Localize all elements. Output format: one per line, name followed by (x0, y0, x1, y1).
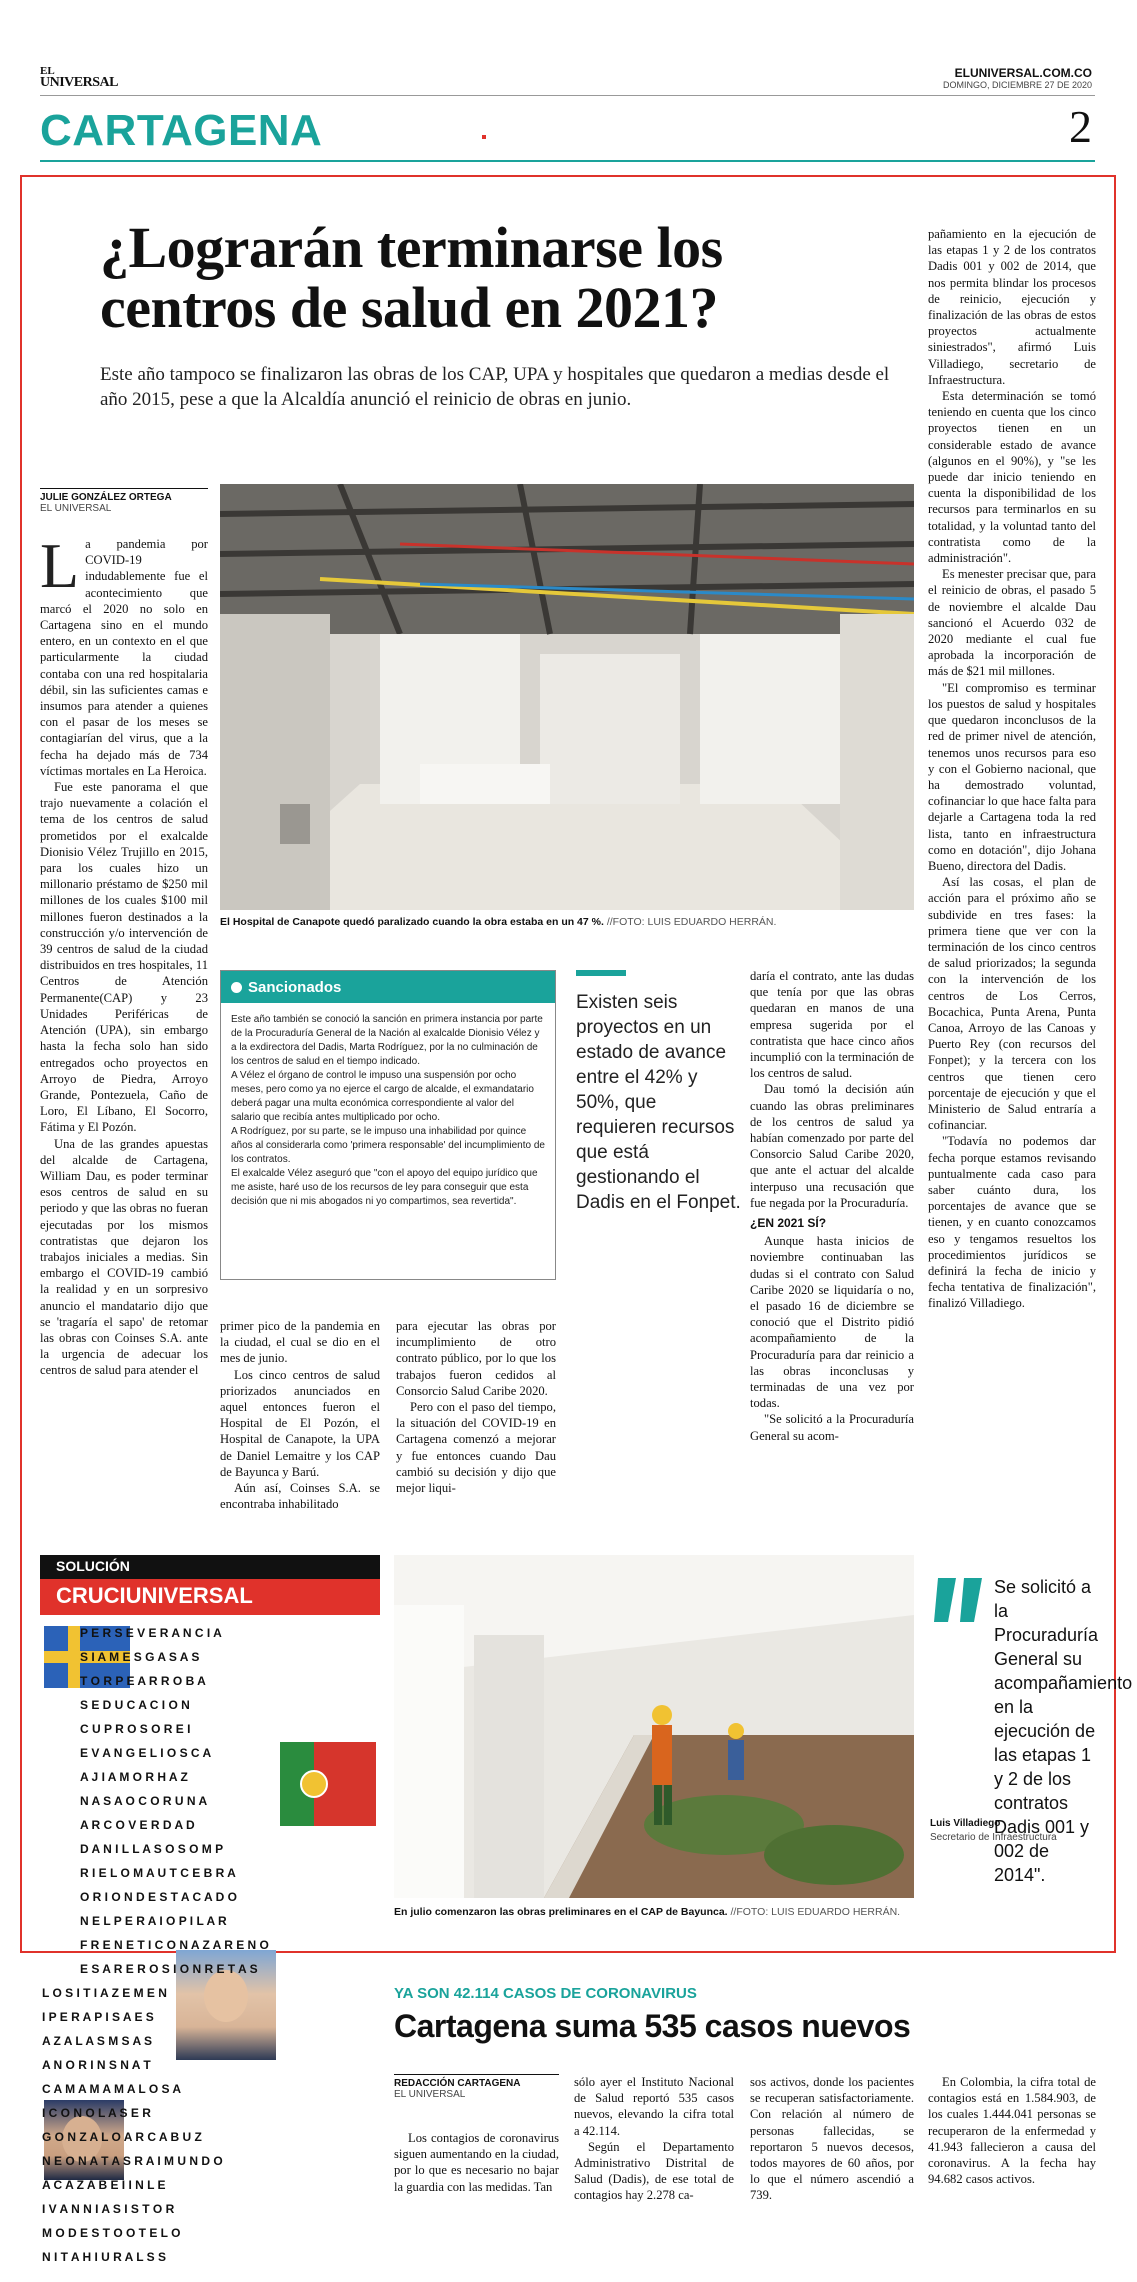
crossword-row: I P E R A P I S A E S (42, 2010, 154, 2024)
bottom-column-2: sólo ayer el Instituto Nacional de Salud reportó 535 casos nuevos, elevando la cifra total a 42.114. Según el Departamento Administrativo Distrital de Salud (Dadis), de ese total de contagios hay 2.278 ca- (574, 2075, 734, 2203)
hospital-interior-image (220, 484, 914, 910)
quote2-name: Luis Villadiego (930, 1818, 1001, 1829)
crossword-row: C U P R O S O R E I (80, 1722, 191, 1736)
quote2: Se solicitó a la Procuraduría General su acompañamiento en la ejecución de las etapas 1 y 2 de los contratos Dadis 001 y 002 de 2014". (994, 1577, 1133, 1885)
crossword-row: P E R S E V E R A N C I A (80, 1626, 222, 1640)
byline: JULIE GONZÁLEZ ORTEGA EL UNIVERSAL (40, 488, 208, 514)
crossword-row: A J I A M O R H A Z (80, 1770, 188, 1784)
masthead-rule (40, 95, 1095, 96)
crossword-row: A N O R I N S N A T (42, 2058, 151, 2072)
page-date: DOMINGO, DICIEMBRE 27 DE 2020 (942, 80, 1092, 90)
crossword-grid (40, 1620, 380, 2280)
crossword-row: O R I O N D E S T A C A D O (80, 1890, 237, 1904)
masthead (0, 0, 1137, 160)
hospital-photo (220, 484, 914, 910)
bullet-icon (231, 982, 242, 993)
red-dot (482, 135, 486, 139)
crossword-row: N A S A O C O R U N A (80, 1794, 208, 1808)
pullquote: Existen seis proyectos en un estado de avance entre el 42% y 50%, que requieren recursos que está gestionando el Dadis en el Fonpet. (576, 992, 741, 1213)
article-column-4: daría el contrato, ante las dudas que tenía por que las obras quedaran en manos de una empresa sugerida por el contratista que hace cinco años incumplió con la terminación de los centros de salud. Dau tomó la decisión aún cuando las obras preliminares de los centros de salud ya habían comenzado por parte del Consorcio Salud Caribe 2020, que ante el actuar del alcalde interpuso una recusación que fue negada por la Procuraduría. ¿EN 2021 SÍ? Aunque hasta inicios de noviembre continuaban las dudas si el contrato con Salud Caribe 2020 se liquidaría o no, el pasado 16 de diciembre se conoció que el Distrito pidió acompañamiento de la Procuraduría para dar reinicio a las obras inconclusas y terminadas de una vez por todas. "Se solicitó a la Procuraduría General su acom- (750, 969, 914, 1443)
portugal-flag-icon (280, 1742, 376, 1826)
bottom-byline: REDACCIÓN CARTAGENA EL UNIVERSAL (394, 2074, 559, 2100)
crossword-row: I C O N O L A S E R (42, 2106, 151, 2120)
crossword-row: A R C O V E R D A D (80, 1818, 195, 1832)
article-column-5: pañamiento en la ejecución de las etapas 1 y 2 de los contratos Dadis 001 y 002 de 2014, que nos permita blindar los procesos de reinicio, ejecución y finalización de las obras de estos proyectos actualmente siniestrados", afirmó Luis Villadiego, secretario de Infraestructura. Esta determinación se tomó teniendo en cuenta que los cinco proyectos tienen en un considerable estado de avance (algunos en el 90%), y "se les puede dar inicio teniendo en cuenta la disponibilidad de los recursos para terminarlos en su totalidad, y la voluntad tanto del contratista como de la administración". Es menester precisar que, para el reinicio de obras, el pasado 5 de noviembre el alcalde Dau sancionó el Acuerdo 032 de 2020 mediante el cual fue aprobada la incorporación de más de $21 mil millones. "El compromiso es terminar los puestos de salud y hospitales que quedaron inconclusos de la red de primer nivel de atención, tenemos unos recursos para eso y con el Gobierno nacional, que ha demostrado voluntad, cofinanciar lo que hace falta para dejarle a Cartagena toda la red lista, tanto en infraestructura como en dotación", dijo Johana Bueno, directora del Dadis. Así las cosas, el plan de acción para el próximo año se subdivide en tres fases: la primera tiene que ver con la terminación de los cinco centros de salud priorizados; la segunda con la intervención de los centros de Los Cerros, Bocachica, Punta Arena, Punta Canoa, Arroyo de las Canoas y Puerto Rey (con recursos del Fonpet); y la tercera con los centros que tienen cero porcentaje de ejecución y que el Ministerio de Salud entraría a cofinanciar. "Todavía no podemos dar fecha porque estamos revisando puntualmente cada caso para saber cuánto dura, los porcentajes de avance que se tienen, y en cuanto conozcamos eso y tengamos resueltos los procedimientos jurídicos se definirá la fecha de inicio y fecha tentativa de finalización", finalizó Villadiego. (928, 227, 1096, 1311)
crossword-row: M O D E S T O O T E L O (42, 2226, 181, 2240)
deck: Este año tampoco se finalizaron las obras de los CAP, UPA y hospitales que quedaron a medias desde el año 2015, pese a que la Alcaldía anunció el reinicio de obras en junio. (100, 364, 890, 410)
quote2-role: Secretario de Infraestructura (930, 1832, 1057, 1843)
sidebar-body: Este año también se conoció la sanción en primera instancia por parte de la Procuraduría General de la Nación al exalcalde Dionisio Vélez y a la exdirectora del Dadis, Marta Rodríguez, por la no culminación de los centros de salud en el tiempo indicado. A Vélez el órgano de control le impuso una suspensión por ocho meses, pero como ya no ejerce el cargo de alcalde, el exmandatario deberá pagar una multa económica correspondiente al valor del salario que recibía antes multiplicado por ocho. A Rodríguez, por su parte, se le impuso una inhabilidad por quince años al considerarla como 'primera responsable' del incumplimiento de los contratos. El exalcalde Vélez aseguró que "con el apoyo del equipo jurídico que me asiste, haré uso de los recursos de ley para conseguir que esta decisión que ni mis abogados ni yo compartimos, sea revertida". (231, 1014, 545, 1207)
sidebar-sancionados (220, 970, 556, 1280)
bottom-headline: Cartagena suma 535 casos nuevos (394, 2008, 911, 2044)
pullquote-rule (576, 970, 626, 976)
crossword-row: A Z A L A S M S A S (42, 2034, 153, 2048)
bottom-column-1: Los contagios de coronavirus siguen aumentando en la ciudad, por lo que es necesario no bajar la guardia con las medidas. Tan (394, 2131, 559, 2194)
crossword-row: T O R P E A R R O B A (80, 1674, 206, 1688)
headline: ¿Lograrán terminarse los centros de salud en 2021? (100, 215, 723, 340)
crossword-row: C A M A M A M A L O S A (42, 2082, 182, 2096)
crossword-row: E V A N G E L I O S C A (80, 1746, 212, 1760)
bayunca-photo (394, 1555, 914, 1898)
photo2-caption: En julio comenzaron las obras preliminares en el CAP de Bayunca. //FOTO: LUIS EDUARDO HERRÁN. (394, 1906, 901, 1918)
crossword-row: F R E N E T I C O N A Z A R E N O (80, 1938, 269, 1952)
crossword-row: A C A Z A B E I I N L E (42, 2178, 166, 2192)
crossword-row: S I A M E S G A S A S (80, 1650, 200, 1664)
construction-workers-image (394, 1555, 914, 1898)
bottom-column-4: En Colombia, la cifra total de contagios está en 1.584.903, de los cuales 1.444.041 personas se recuperaron de la enfermedad y 41.943 fallecieron a causa del coronavirus. A la fecha hay 94.682 casos activos. (928, 2075, 1096, 2187)
crossword-row: N E L P E R A I O P I L A R (80, 1914, 227, 1928)
quote-mark-icon (930, 1570, 990, 1630)
section-rule (40, 160, 1095, 162)
section-title: CARTAGENA (40, 106, 323, 155)
subhead: ¿EN 2021 SÍ? (750, 1216, 827, 1231)
crossword-label-small: SOLUCIÓN (40, 1555, 380, 1579)
sidebar-header: Sancionados (221, 971, 555, 1003)
article-column-2: primer pico de la pandemia en la ciudad, el cual se dio en el mes de junio. Los cinco centros de salud priorizados anunciados en aquel entonces fueron el Hospital de El Pozón, el Hospital de Canapote, la UPA de Daniel Lemaitre y los CAP de Bayunca y Barú. Aún así, Coinses S.A. se encontraba inhabilitado (220, 1319, 380, 1512)
crossword-row: D A N I L L A S O S O M P (80, 1842, 224, 1856)
crossword-row: R I E L O M A U T C E B R A (80, 1866, 236, 1880)
logo: EL UNIVERSAL (40, 65, 118, 90)
photo-caption: El Hospital de Canapote quedó paralizado cuando la obra estaba en un 47 %. //FOTO: LUIS EDUARDO HERRÁN. (220, 916, 777, 928)
article-column-3: para ejecutar las obras por incumplimiento de otro contrato público, por lo que los trabajos fueron cedidos al Consorcio Salud Caribe 2020. Pero con el paso del tiempo, la situación del COVID-19 en Cartagena comenzó a mejorar y fue entonces cuando Dau cambió su decisión y dijo que mejor liqui- (396, 1319, 556, 1496)
bottom-kicker: YA SON 42.114 CASOS DE CORONAVIRUS (394, 1985, 697, 2002)
bottom-column-3: sos activos, donde los pacientes se recuperan satisfactoriamente. Con relación al número de personas fallecidas, se reportaron 5 nuevos decesos, todos mayores de 60 años, por lo que el número ascendió a 739. (750, 2075, 914, 2203)
crossword-row: G O N Z A L O A R C A B U Z (42, 2130, 202, 2144)
crossword-label-big: CRUCIUNIVERSAL (40, 1579, 380, 1615)
crossword-row: I V A N N I A S I S T O R (42, 2202, 175, 2216)
crossword-row: S E D U C A C I O N (80, 1698, 190, 1712)
crossword-row: N E O N A T A S R A I M U N D O (42, 2154, 223, 2168)
site-url: ELUNIVERSAL.COM.CO (954, 66, 1092, 80)
crossword-row: E S A R E R O S I O N R E T A S (80, 1962, 258, 1976)
crossword-row: N I T A H I U R A L S S (42, 2250, 167, 2264)
article-column-1: La pandemia por COVID-19 indudablemente fue el acontecimiento que marcó el 2020 no solo en Cartagena sino en el mundo entero, en un contexto en el que particularmente la ciudad contaba con una red hospitalaria débil, sin las suficientes camas e insumos para atender a quienes con el pasar de los meses se contagiarían del virus, que a la fecha ha dejado más de 734 víctimas mortales en La Heroica. Fue este panorama el que trajo nuevamente a colación el tema de los centros de salud prometidos por el exalcalde Dionisio Vélez Trujillo en 2015, para los cuales hizo un millonario préstamo de $250 mil millones de los cuales $100 mil millones fueron destinados a la construcción y/o intervención de 39 centros de salud de la ciudad distribuidos en tres hospitales, 11 Centros de Atención Permanente(CAP) y 23 Unidades Periféricas de Atención (UPA), sin embargo hasta la fecha solo han sido entregados ocho proyectos en Arroyo de Piedra, Arroyo Grande, Pontezuela, Caño de Loro, El Líbano, El Socorro, Fátima y El Pozón. Una de las grandes apuestas del alcalde de Cartagena, William Dau, es poder terminar esos centros de salud en su periodo y que las obras no fueran ejecutadas por los mismos contratistas que dejaron los trabajos iniciales a medias. Sin embargo el COVID-19 cambió la realidad y en un sorpresivo anuncio el mandatario dijo que se 'tragaría el sapo' de retomar las obras con Coinses S.A. ante la urgencia de adecuar los centros de salud para atender el (40, 536, 208, 1378)
page-number: 2 (1069, 101, 1092, 152)
crossword-row: L O S I T I A Z E M E N (42, 1986, 167, 2000)
drop-cap: L (40, 536, 80, 601)
